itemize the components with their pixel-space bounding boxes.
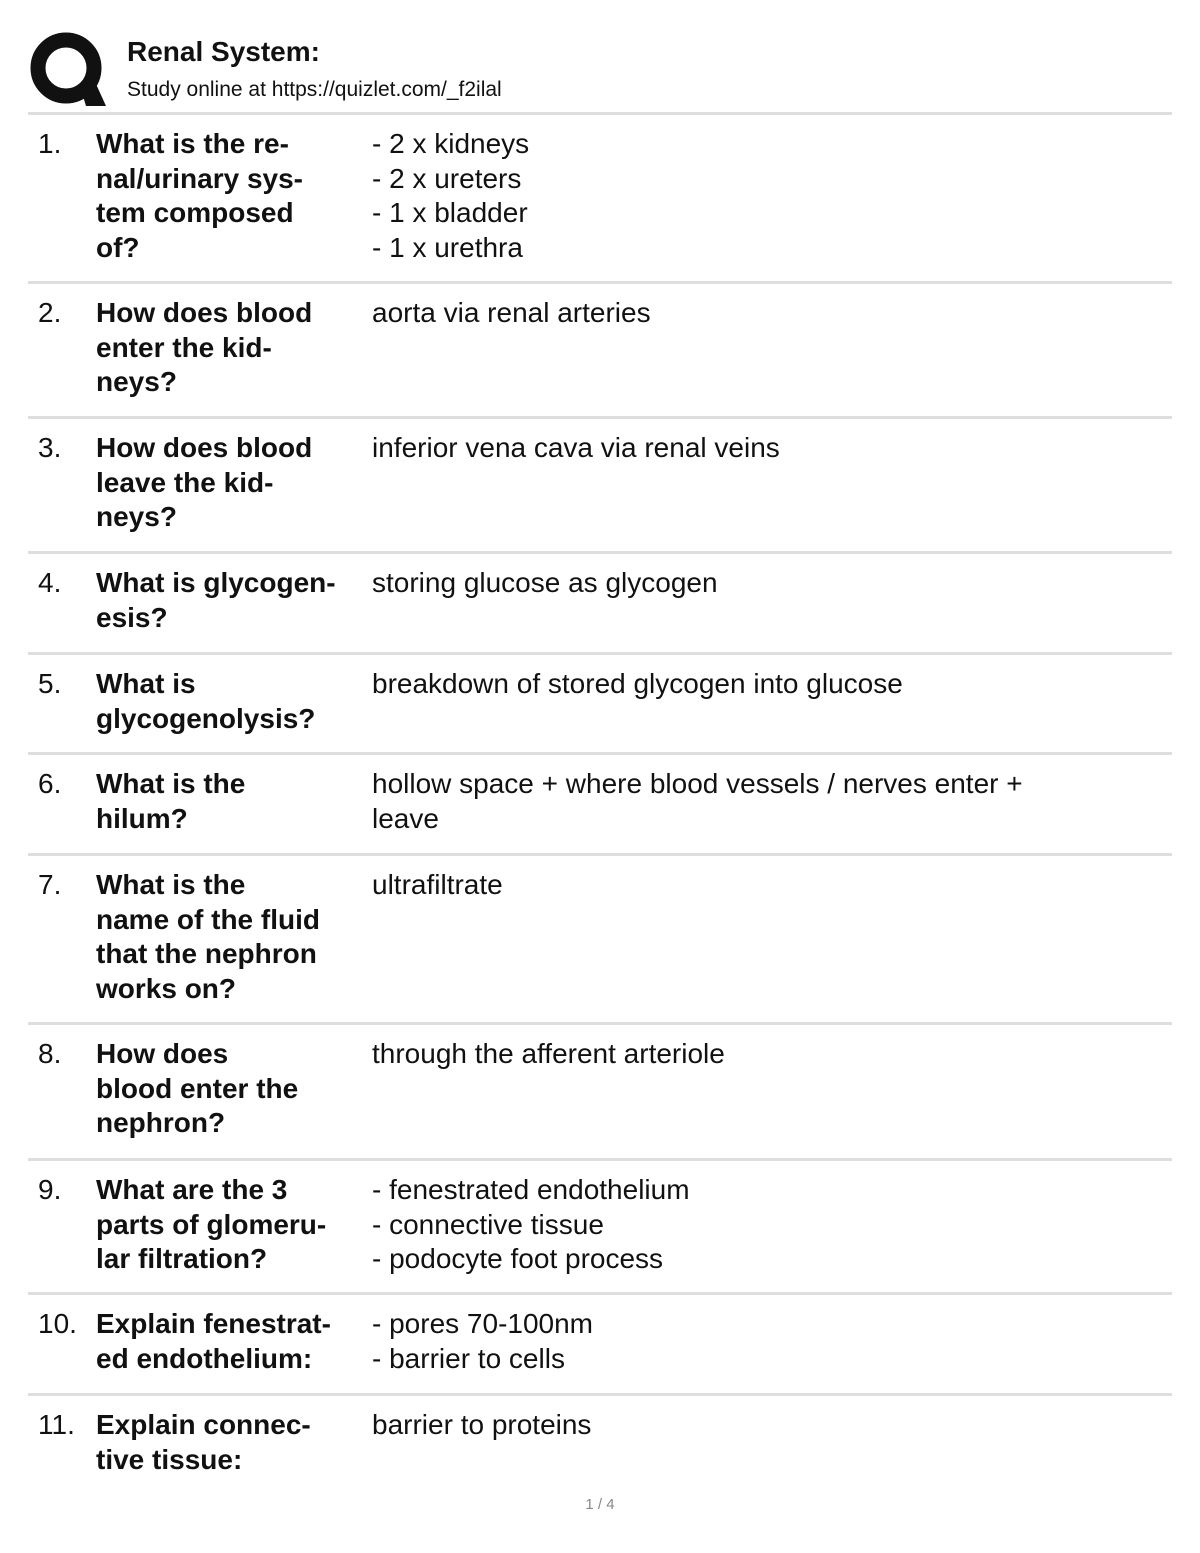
card-number: 8.	[38, 1038, 62, 1069]
flashcard-row	[28, 284, 1172, 419]
card-term: What are the 3 parts of glomeru- lar filtration?	[96, 1174, 327, 1274]
card-number: 4.	[38, 567, 62, 598]
card-definition: ultrafiltrate	[372, 869, 503, 900]
flashcard-row	[28, 554, 1172, 655]
card-number: 3.	[38, 432, 62, 463]
study-online-link[interactable]: Study online at https://quizlet.com/_f2ilal	[127, 78, 502, 101]
card-number: 2.	[38, 297, 62, 328]
card-number: 7.	[38, 869, 62, 900]
flashcard-row	[28, 755, 1172, 856]
card-number: 5.	[38, 668, 62, 699]
flashcard-row	[28, 419, 1172, 554]
card-term: Explain connec- tive tissue:	[96, 1409, 311, 1475]
card-number: 10.	[38, 1308, 77, 1339]
flashcard-row	[28, 1396, 1172, 1496]
flashcard-row	[28, 1161, 1172, 1295]
card-definition: hollow space + where blood vessels / nerves enter + leave	[372, 768, 1023, 834]
card-term: Explain fenestrat- ed endothelium:	[96, 1308, 331, 1374]
flashcard-row	[28, 655, 1172, 755]
card-definition: barrier to proteins	[372, 1409, 592, 1440]
card-term: What is glycogen- esis?	[96, 567, 336, 633]
card-term: What is the re- nal/urinary sys- tem composed of?	[96, 128, 303, 263]
card-number: 11.	[38, 1409, 75, 1440]
card-definition: through the afferent arteriole	[372, 1038, 725, 1069]
document-title: Renal System:	[127, 36, 320, 67]
card-term: How does blood enter the kid- neys?	[96, 297, 313, 397]
quizlet-logo-icon	[28, 30, 108, 110]
document-header	[28, 28, 1172, 112]
card-term: How does blood enter the nephron?	[96, 1038, 299, 1138]
flashcard-row	[28, 1295, 1172, 1396]
card-number: 1.	[38, 128, 62, 159]
card-term: How does blood leave the kid- neys?	[96, 432, 313, 532]
card-definition: aorta via renal arteries	[372, 297, 651, 328]
card-term: What is the name of the fluid that the nephron works on?	[96, 869, 320, 1004]
card-term: What is the hilum?	[96, 768, 246, 834]
card-definition: inferior vena cava via renal veins	[372, 432, 780, 463]
card-term: What is glycogenolysis?	[96, 668, 316, 734]
flashcard-row	[28, 115, 1172, 284]
card-number: 9.	[38, 1174, 62, 1205]
card-definition: - pores 70-100nm - barrier to cells	[372, 1308, 594, 1374]
card-definition: - fenestrated endothelium - connective tissue - podocyte foot process	[372, 1174, 690, 1274]
flashcard-row	[28, 1025, 1172, 1161]
flashcard-list	[28, 115, 1172, 1496]
flashcard-row	[28, 856, 1172, 1025]
card-number: 6.	[38, 768, 62, 799]
card-definition: breakdown of stored glycogen into glucose	[372, 668, 903, 699]
card-definition: - 2 x kidneys - 2 x ureters - 1 x bladder - 1 x urethra	[372, 128, 530, 263]
page-number: 1 / 4	[585, 1496, 615, 1513]
card-definition: storing glucose as glycogen	[372, 567, 718, 598]
